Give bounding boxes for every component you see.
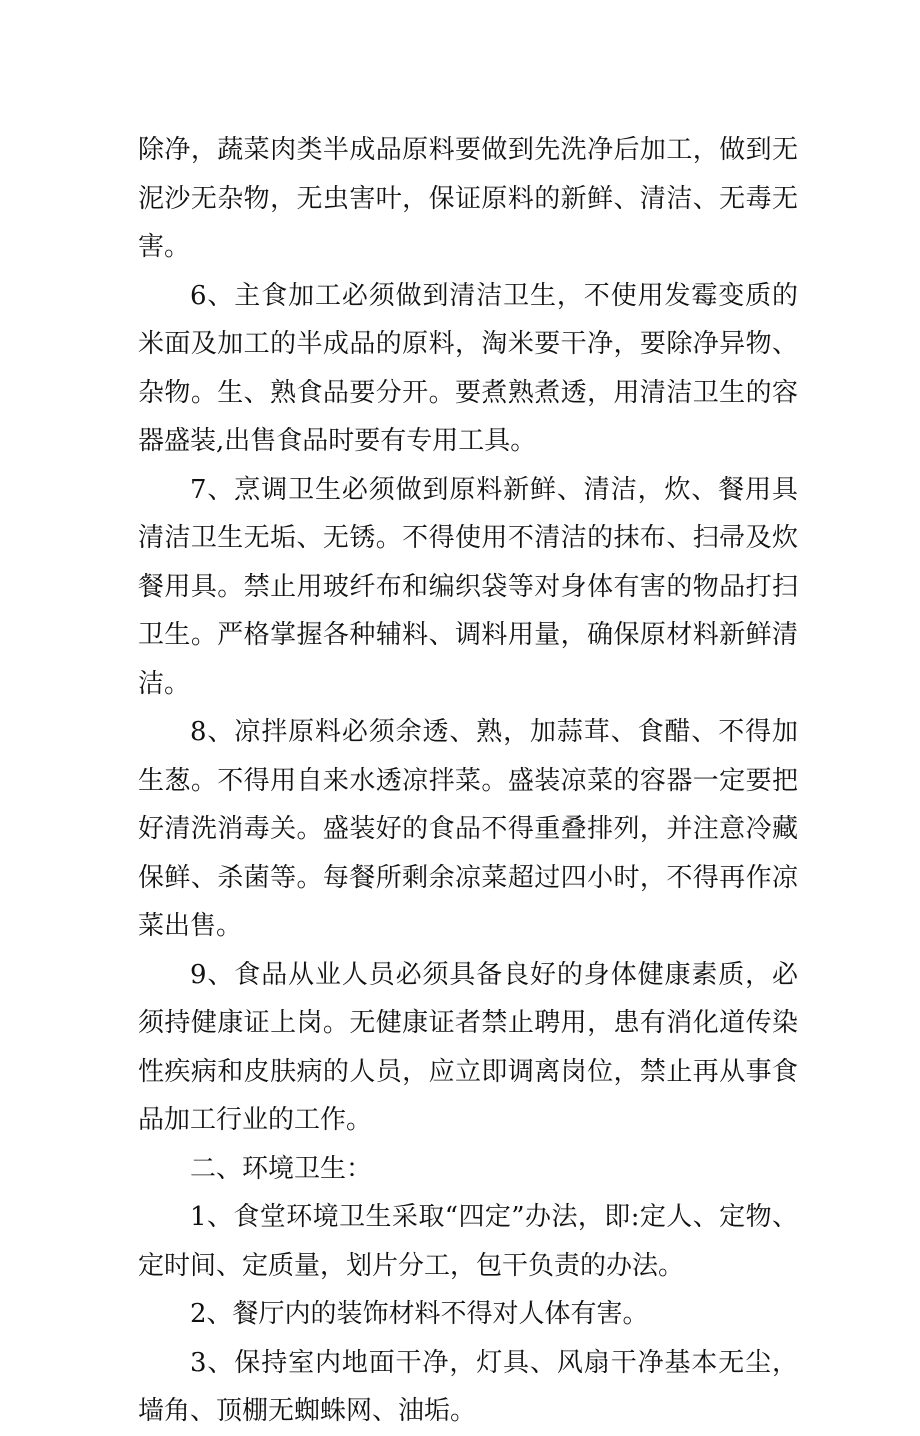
section-heading-environment: 二、环境卫生： [190, 1153, 373, 1184]
paragraph-continued: 除净，蔬菜肉类半成品原料要做到先洗净后加工，做到无泥沙无杂物，无虫害叶，保证原料的新鲜、清洁、无毒无害。 [138, 135, 798, 262]
paragraph-env-item-3: 3、保持室内地面干净，灯具、风扇干净基本无尘，墙角、顶棚无蜘蛛网、油垢。 [138, 1347, 798, 1426]
paragraph-env-item-1: 1、食堂环境卫生采取“四定”办法，即:定人、定物、定时间、定质量，划片分工，包干负责的办法。 [138, 1202, 798, 1281]
paragraph-item-6: 6、主食加工必须做到清洁卫生，不使用发霉变质的米面及加工的半成品的原料，淘米要干净，要除净异物、杂物。生、熟食品要分开。要煮熟煮透，用清洁卫生的容器盛装,出售食品时要有专用工具。 [138, 280, 798, 456]
paragraph-item-7: 7、烹调卫生必须做到原料新鲜、清洁，炊、餐用具清洁卫生无垢、无锈。不得使用不清洁的抹布、扫帚及炊餐用具。禁止用玻纤布和编织袋等对身体有害的物品打扫卫生。严格掌握各种辅料、调料用量，确保原材料新鲜清洁。 [138, 474, 798, 699]
paragraph-item-8: 8、凉拌原料必须余透、熟，加蒜茸、食醋、不得加生葱。不得用自来水透凉拌菜。盛装凉菜的容器一定要把好清洗消毒关。盛装好的食品不得重叠排列，并注意冷藏保鲜、杀菌等。每餐所剩余凉菜超过四小时，不得再作凉菜出售。 [138, 717, 798, 941]
paragraph-env-item-2: 2、餐厅内的装饰材料不得对人体有害。 [190, 1299, 649, 1329]
document-body [138, 126, 798, 1436]
paragraph-item-9: 9、食品从业人员必须具备良好的身体健康素质，必须持健康证上岗。无健康证者禁止聘用，患有消化道传染性疾病和皮肤病的人员，应立即调离岗位，禁止再从事食品加工行业的工作。 [138, 959, 798, 1135]
